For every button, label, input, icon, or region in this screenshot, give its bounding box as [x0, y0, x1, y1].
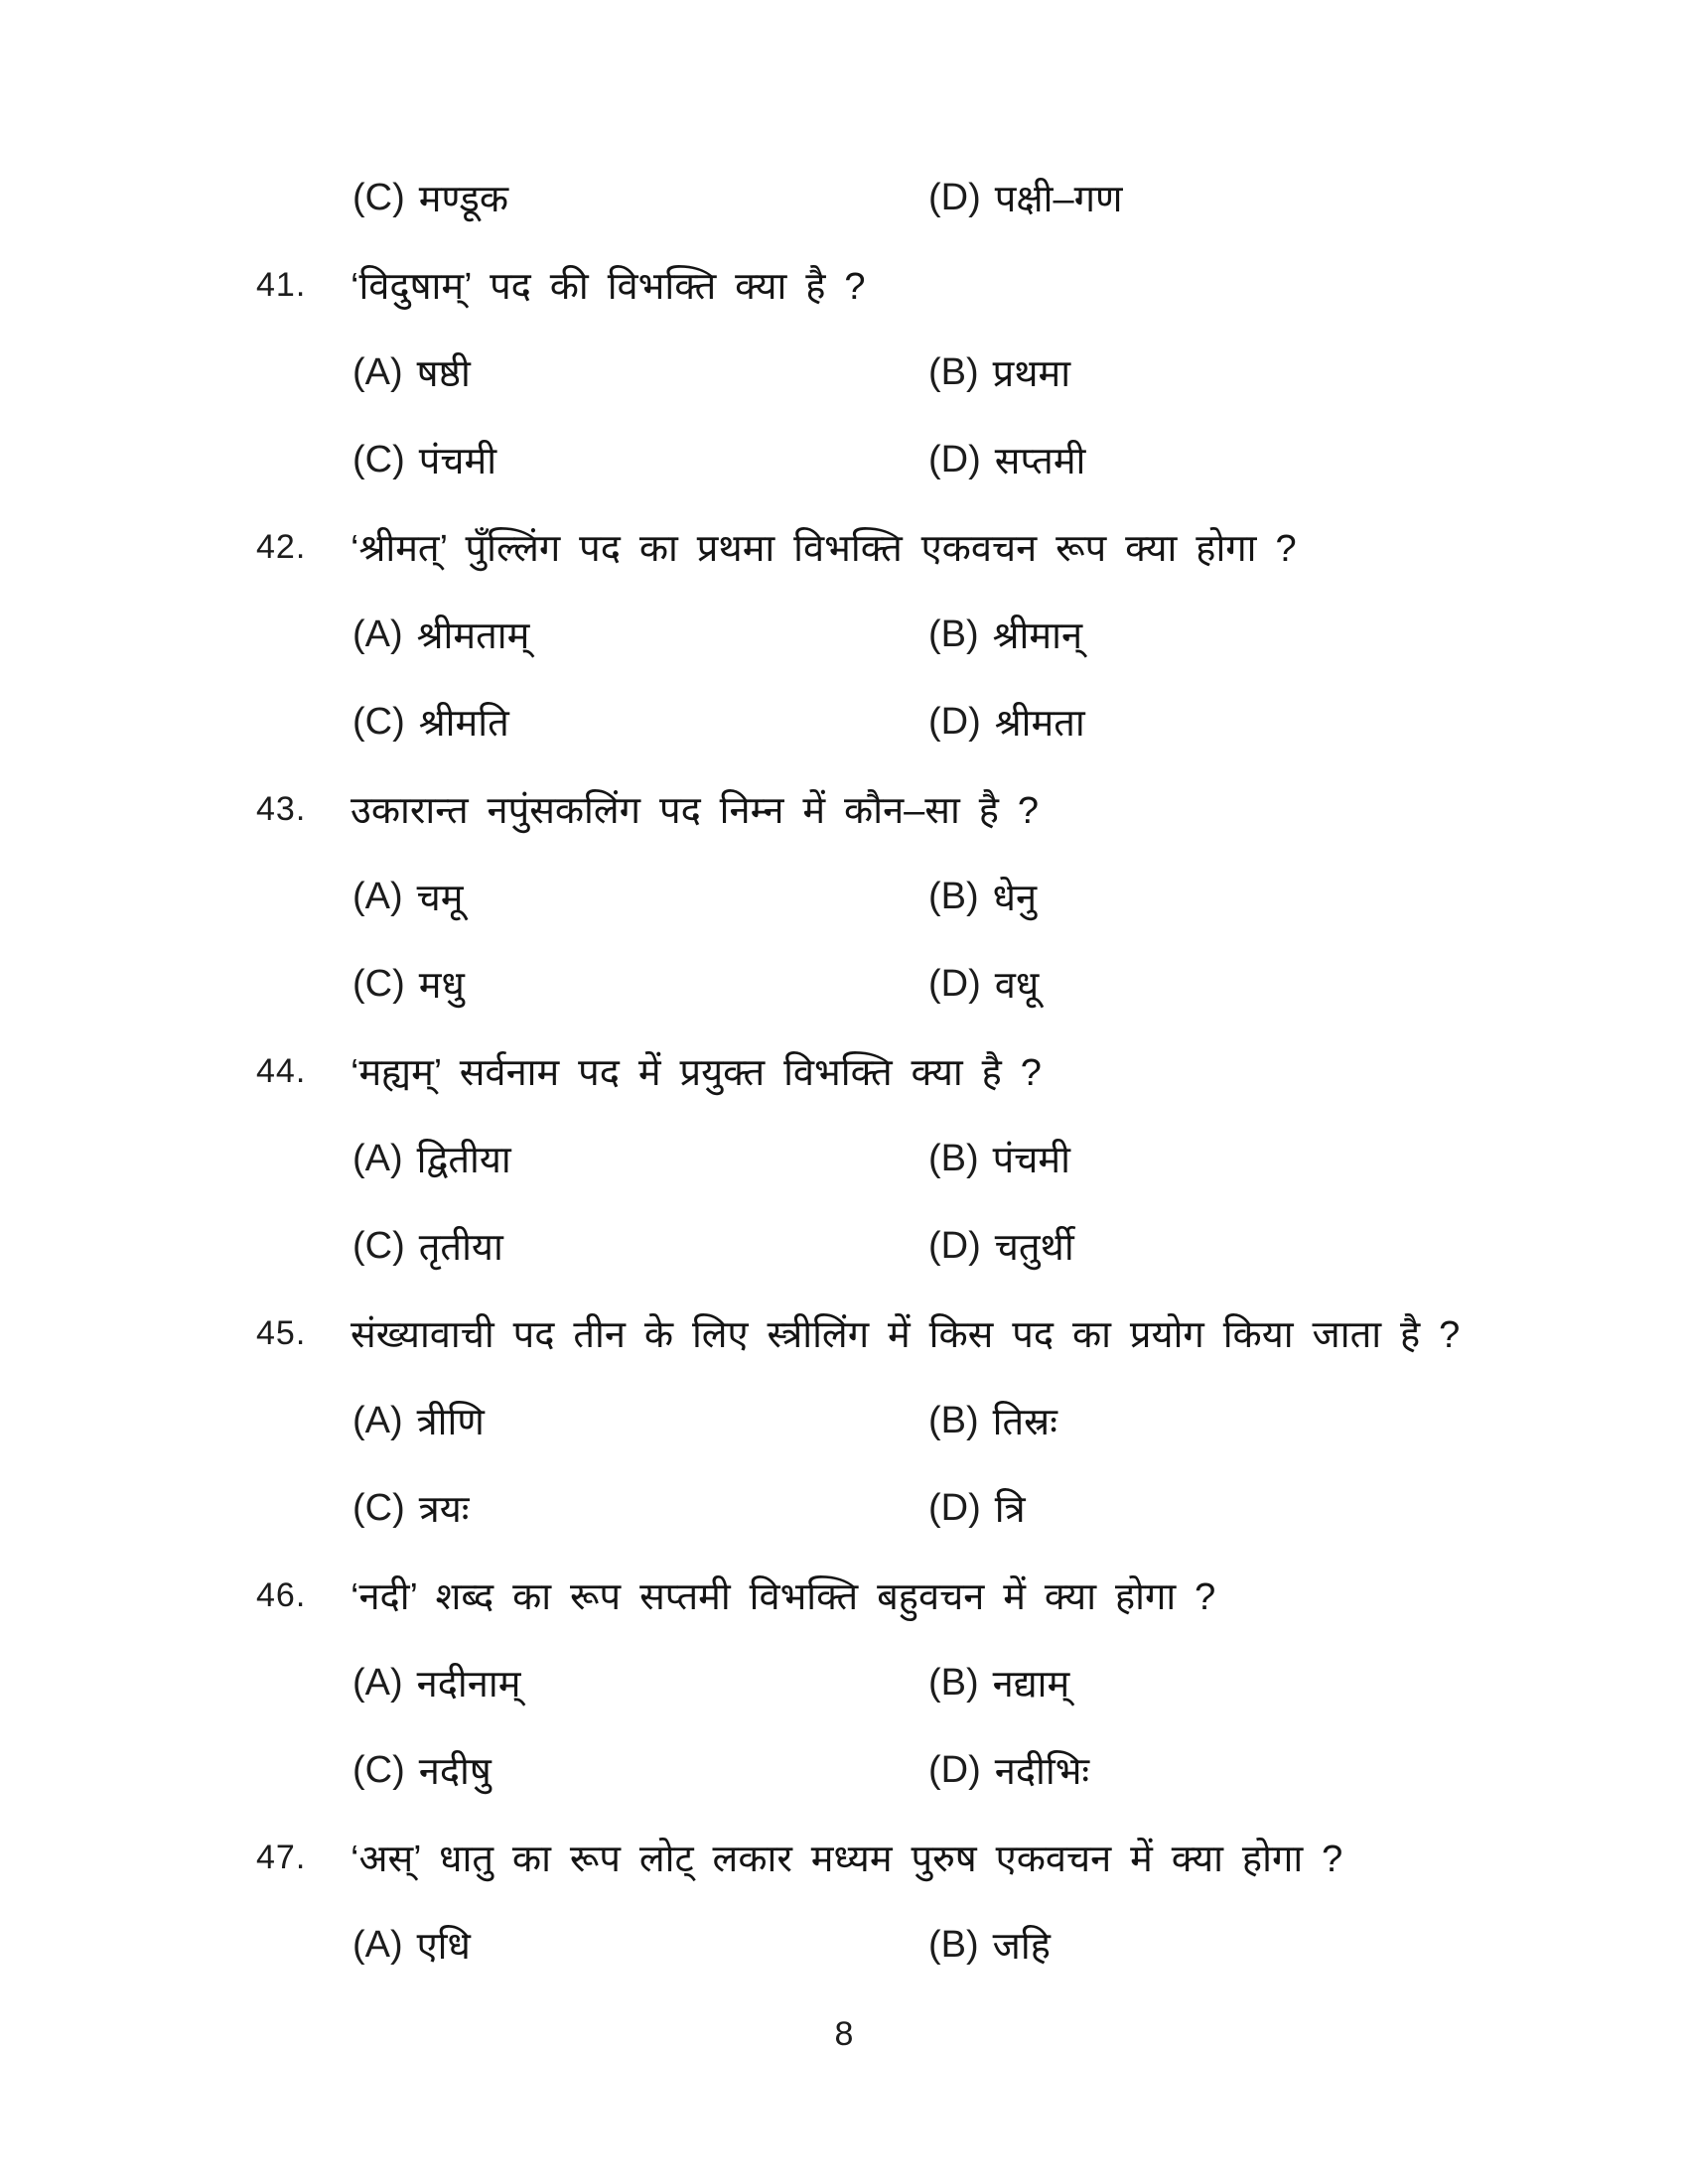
- option-d: [928, 1482, 1026, 1534]
- question-row-42: [0, 503, 1688, 591]
- option-text: वधू: [994, 965, 1040, 1007]
- option-label: (A): [352, 1137, 403, 1179]
- option-d: [928, 1220, 1074, 1272]
- question-row-46: [0, 1552, 1688, 1639]
- option-text: तिस्रः: [992, 1402, 1057, 1443]
- option-a: [352, 871, 928, 922]
- option-d: [928, 696, 1085, 748]
- option-row: [0, 1202, 1688, 1290]
- option-c: [352, 1744, 928, 1796]
- option-label: (C): [352, 1486, 405, 1529]
- option-text: चमू: [416, 878, 464, 919]
- question-text: उकारान्त नपुंसकलिंग पद निम्न में कौन–सा है ?: [351, 790, 1039, 832]
- option-label: (B): [928, 1399, 979, 1441]
- option-b: [928, 871, 1037, 922]
- option-label: (C): [352, 962, 405, 1005]
- option-text: एधि: [416, 1926, 471, 1968]
- question-row-47: [0, 1814, 1688, 1901]
- option-text: त्रयः: [418, 1489, 470, 1531]
- option-row: [0, 1639, 1688, 1726]
- option-label: (D): [928, 700, 981, 743]
- option-text: चतुर्थी: [994, 1227, 1074, 1269]
- question-number: 46.: [256, 1575, 307, 1614]
- option-a: [352, 346, 928, 398]
- option-text: श्रीमताम्: [416, 615, 530, 657]
- option-label: (C): [352, 176, 405, 218]
- question-row-45: [0, 1290, 1688, 1377]
- question-number: 43.: [256, 789, 307, 828]
- option-text: त्रि: [994, 1489, 1026, 1531]
- option-label: (B): [928, 875, 979, 917]
- option-d: [928, 434, 1085, 485]
- option-b: [928, 1919, 1051, 1971]
- question-number: 42.: [256, 527, 307, 566]
- option-d: [928, 172, 1122, 223]
- option-label: (B): [928, 1137, 979, 1179]
- option-a: [352, 1395, 928, 1446]
- option-d: [928, 1744, 1089, 1796]
- option-c: [352, 434, 928, 485]
- option-text: त्रीणि: [416, 1402, 485, 1443]
- option-c: [352, 172, 928, 223]
- option-text: धेनु: [992, 878, 1038, 919]
- option-label: (C): [352, 438, 405, 480]
- option-row: [0, 1377, 1688, 1464]
- option-row: [0, 853, 1688, 940]
- option-text: नदीषु: [418, 1751, 492, 1793]
- option-b: [928, 609, 1082, 660]
- option-row: [0, 154, 1688, 241]
- option-row: [0, 591, 1688, 678]
- option-c: [352, 1482, 928, 1534]
- option-label: (A): [352, 875, 403, 917]
- option-label: (D): [928, 1486, 981, 1529]
- option-label: (D): [928, 1748, 981, 1791]
- option-text: मधु: [418, 965, 465, 1007]
- option-label: (A): [352, 1661, 403, 1704]
- question-number: 41.: [256, 265, 307, 304]
- option-text: पंचमी: [992, 1140, 1070, 1181]
- option-text: श्रीमति: [418, 703, 509, 745]
- option-text: तृतीया: [418, 1227, 503, 1269]
- option-label: (B): [928, 613, 979, 655]
- option-text: पक्षी–गण: [994, 179, 1123, 220]
- option-b: [928, 1657, 1069, 1708]
- option-text: षष्ठी: [416, 353, 471, 395]
- option-label: (D): [928, 962, 981, 1005]
- option-label: (A): [352, 350, 403, 393]
- question-text: ‘श्रीमत्’ पुँल्लिंग पद का प्रथमा विभक्ति एकवचन रूप क्या होगा ?: [351, 528, 1297, 570]
- option-d: [928, 958, 1039, 1010]
- questions-area: [0, 154, 1688, 1988]
- question-row-44: [0, 1027, 1688, 1115]
- option-label: (A): [352, 613, 403, 655]
- option-b: [928, 1395, 1057, 1446]
- question-number: 44.: [256, 1051, 307, 1090]
- option-label: (C): [352, 700, 405, 743]
- option-a: [352, 1657, 928, 1708]
- option-label: (D): [928, 176, 981, 218]
- option-text: श्रीमान्: [992, 615, 1083, 657]
- question-text: संख्यावाची पद तीन के लिए स्त्रीलिंग में किस पद का प्रयोग किया जाता है ?: [351, 1314, 1461, 1356]
- question-number: 45.: [256, 1313, 307, 1352]
- option-label: (B): [928, 350, 979, 393]
- question-text: ‘मह्यम्’ सर्वनाम पद में प्रयुक्त विभक्ति क्या है ?: [351, 1052, 1042, 1094]
- option-row: [0, 416, 1688, 503]
- option-text: प्रथमा: [992, 353, 1071, 395]
- option-row: [0, 1901, 1688, 1988]
- option-row: [0, 1115, 1688, 1202]
- option-row: [0, 678, 1688, 765]
- option-a: [352, 1919, 928, 1971]
- option-label: (D): [928, 438, 981, 480]
- option-label: (C): [352, 1224, 405, 1267]
- option-text: जहि: [992, 1926, 1051, 1968]
- option-text: नदीभिः: [994, 1751, 1090, 1793]
- option-label: (A): [352, 1923, 403, 1966]
- option-label: (A): [352, 1399, 403, 1441]
- option-c: [352, 1220, 928, 1272]
- question-row-43: [0, 765, 1688, 853]
- option-text: मण्डूक: [418, 179, 509, 220]
- option-text: श्रीमता: [994, 703, 1085, 745]
- option-a: [352, 609, 928, 660]
- option-text: नद्याम्: [992, 1664, 1070, 1706]
- page-number: 8: [834, 2015, 854, 2053]
- question-number: 47.: [256, 1838, 307, 1876]
- option-text: द्वितीया: [416, 1140, 511, 1181]
- question-row-41: [0, 241, 1688, 329]
- option-c: [352, 958, 928, 1010]
- question-text: ‘नदी’ शब्द का रूप सप्तमी विभक्ति बहुवचन में क्या होगा ?: [351, 1576, 1216, 1618]
- option-row: [0, 329, 1688, 416]
- option-row: [0, 1726, 1688, 1814]
- option-row: [0, 940, 1688, 1027]
- option-label: (D): [928, 1224, 981, 1267]
- option-label: (B): [928, 1923, 979, 1966]
- question-text: ‘अस्’ धातु का रूप लोट् लकार मध्यम पुरुष एकवचन में क्या होगा ?: [351, 1839, 1343, 1880]
- option-c: [352, 696, 928, 748]
- option-a: [352, 1133, 928, 1184]
- option-b: [928, 1133, 1070, 1184]
- option-label: (C): [352, 1748, 405, 1791]
- question-text: ‘विदुषाम्’ पद की विभक्ति क्या है ?: [351, 266, 866, 308]
- option-b: [928, 346, 1070, 398]
- option-text: पंचमी: [418, 441, 497, 482]
- option-text: सप्तमी: [994, 441, 1086, 482]
- option-row: [0, 1464, 1688, 1552]
- option-text: नदीनाम्: [416, 1664, 521, 1706]
- option-label: (B): [928, 1661, 979, 1704]
